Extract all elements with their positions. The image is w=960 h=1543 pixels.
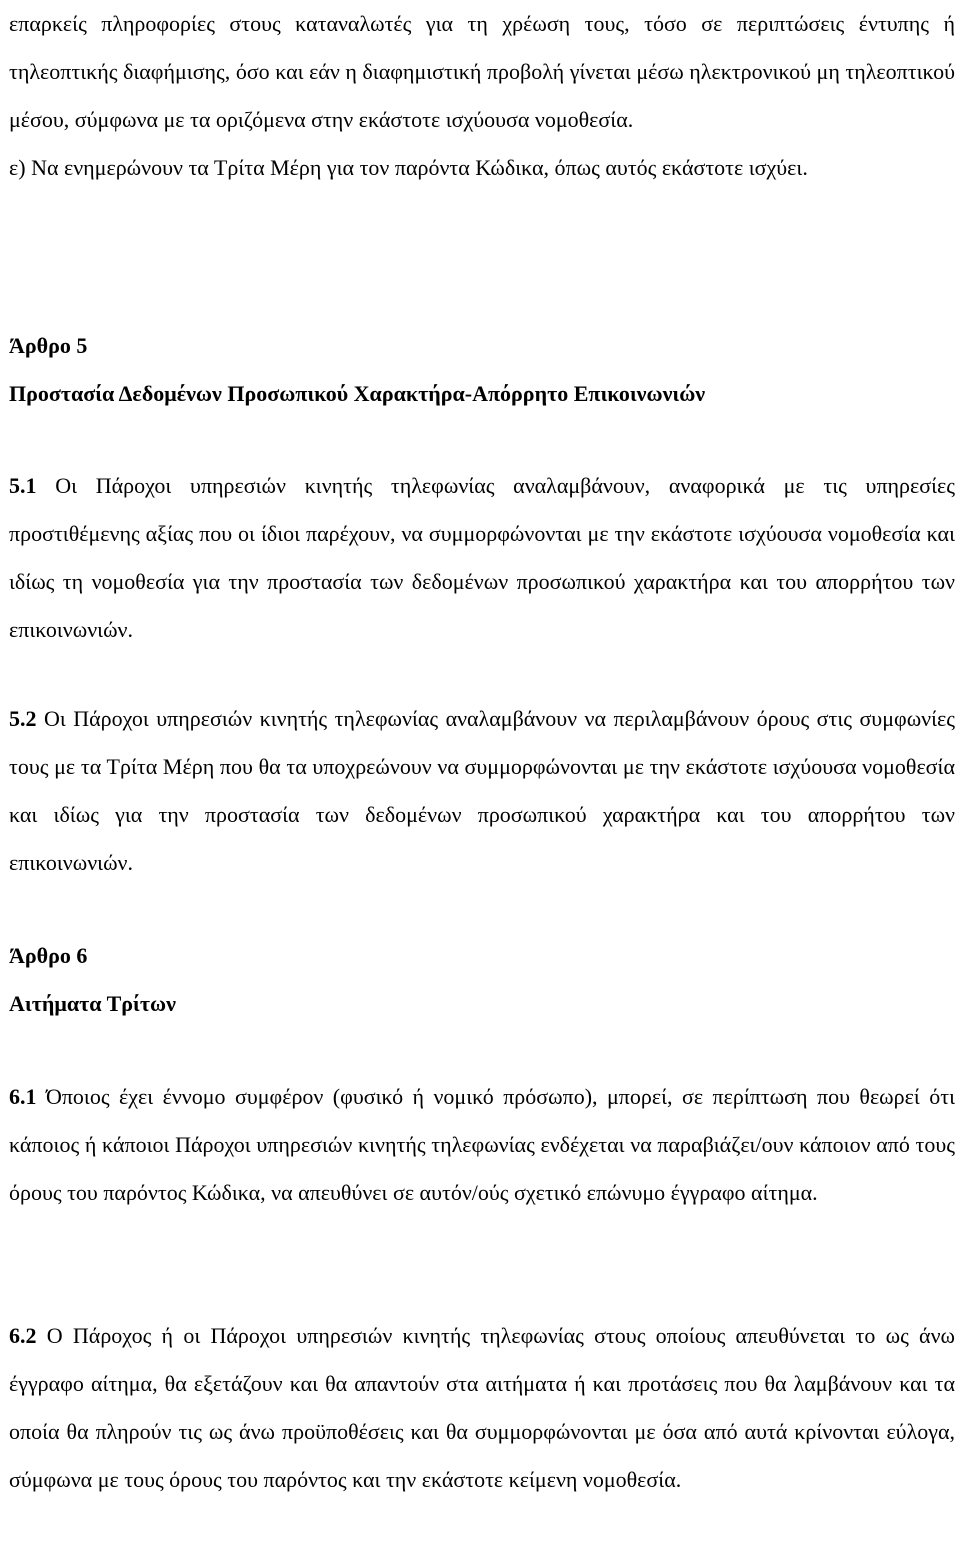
section-5-2-text: Οι Πάροχοι υπηρεσιών κινητής τηλεφωνίας αναλαμβάνουν να περιλαμβάνουν όρους στις συμφωνίες τους με τα Τρίτα Μέρη που θα τα υποχρεώνουν να συμμορφώνονται με την εκάστοτε ισχύουσα νομοθεσία και ιδίως για την προστασία των δεδομένων προσωπικού χαρακτήρα και του απορρήτου των επικοινωνιών. xyxy=(9,706,955,875)
section-5-2-paragraph xyxy=(9,695,955,887)
section-5-1-number: 5.1 xyxy=(9,473,37,498)
section-5-2-number: 5.2 xyxy=(9,706,37,731)
section-6-2 xyxy=(9,1312,955,1504)
article-6-title: Αιτήματα Τρίτων xyxy=(9,991,176,1016)
article-6-number: Άρθρο 6 xyxy=(9,943,88,968)
section-5-2 xyxy=(9,695,955,887)
section-6-1 xyxy=(9,1073,955,1217)
article-5-title: Προστασία Δεδομένων Προσωπικού Χαρακτήρα-Απόρρητο Επικοινωνιών xyxy=(9,381,706,406)
section-5-1-paragraph xyxy=(9,462,955,654)
intro-block xyxy=(9,0,955,192)
section-6-1-text: Όποιος έχει έννομο συμφέρον (φυσικό ή νομικό πρόσωπο), μπορεί, σε περίπτωση που θεωρεί ότι κάποιος ή κάποιοι Πάροχοι υπηρεσιών κινητής τηλεφωνίας ενδέχεται να παραβιάζει/ουν κάποιον από τους όρους του παρόντος Κώδικα, να απευθύνει σε αυτόν/ούς σχετικό επώνυμο έγγραφο αίτημα. xyxy=(9,1084,955,1205)
section-6-1-paragraph xyxy=(9,1073,955,1217)
section-6-2-text: Ο Πάροχος ή οι Πάροχοι υπηρεσιών κινητής τηλεφωνίας στους οποίους απευθύνεται το ως άνω έγγραφο αίτημα, θα εξετάζουν και θα απαντούν στα αιτήματα ή και προτάσεις που θα λαμβάνουν και τα οποία θα πληρούν τις ως άνω προϋποθέσεις και θα συμμορφώνονται με όσα από αυτά κρίνονται εύλογα, σύμφωνα με τους όρους του παρόντος και την εκάστοτε κείμενη νομοθεσία. xyxy=(9,1323,955,1492)
section-6-2-number: 6.2 xyxy=(9,1323,37,1348)
section-5-1-text: Οι Πάροχοι υπηρεσιών κινητής τηλεφωνίας αναλαμβάνουν, αναφορικά με τις υπηρεσίες προστιθέμενης αξίας που οι ίδιοι παρέχουν, να συμμορφώνονται με την εκάστοτε ισχύουσα νομοθεσία και ιδίως τη νομοθεσία για την προστασία των δεδομένων προσωπικού χαρακτήρα και του απορρήτου των επικοινωνιών. xyxy=(9,473,955,642)
article-5-header xyxy=(9,322,705,418)
article-6-header xyxy=(9,932,176,1028)
section-6-2-paragraph xyxy=(9,1312,955,1504)
section-5-1 xyxy=(9,462,955,654)
section-6-1-number: 6.1 xyxy=(9,1084,37,1109)
intro-paragraph-1: επαρκείς πληροφορίες στους καταναλωτές για τη χρέωση τους, τόσο σε περιπτώσεις έντυπης ή τηλεοπτικής διαφήμισης, όσο και εάν η διαφημιστική προβολή γίνεται μέσω ηλεκτρονικού μη τηλεοπτικού μέσου, σύμφωνα με τα οριζόμενα στην εκάστοτε ισχύουσα νομοθεσία. xyxy=(9,11,955,132)
article-5-number: Άρθρο 5 xyxy=(9,333,88,358)
intro-paragraph-2: ε) Να ενημερώνουν τα Τρίτα Μέρη για τον παρόντα Κώδικα, όπως αυτός εκάστοτε ισχύει. xyxy=(9,155,808,180)
